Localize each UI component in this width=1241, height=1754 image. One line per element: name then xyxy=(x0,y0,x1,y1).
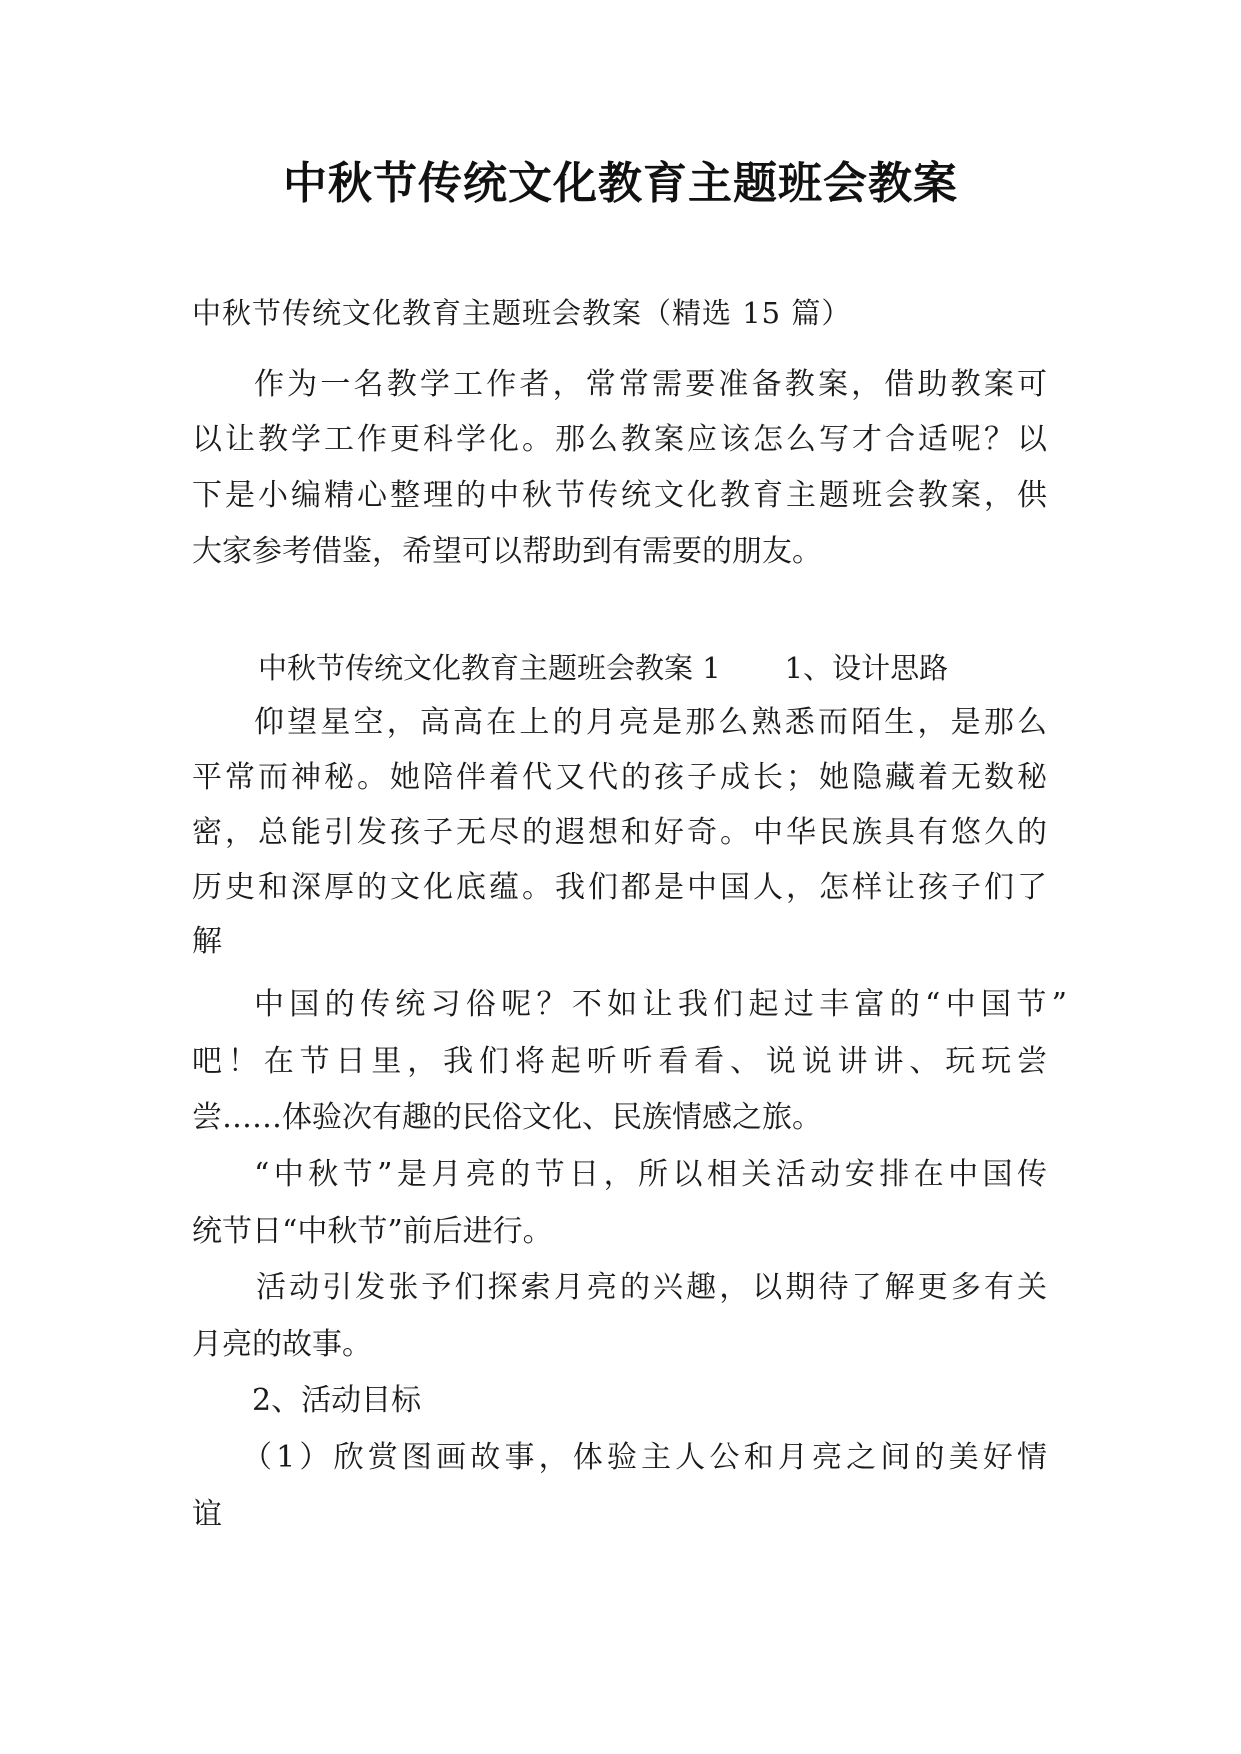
para4-line-2: 月亮的故事。 xyxy=(192,1327,372,1362)
section-heading-row xyxy=(258,648,948,688)
page-title: 中秋节传统文化教育主题班会教案 xyxy=(283,158,958,209)
goal1-line-1: （1）欣赏图画故事，体验主人公和月亮之间的美好情 xyxy=(242,1440,1047,1475)
intro-line-2: 以让教学工作更科学化。那么教案应该怎么写才合适呢？以 xyxy=(192,422,1047,457)
section-1-heading: 中秋节传统文化教育主题班会教案 1 xyxy=(258,651,721,685)
intro-line-4: 大家参考借鉴，希望可以帮助到有需要的朋友。 xyxy=(192,534,822,569)
para2-line-2: 吧！在节日里，我们将起听听看看、说说讲讲、玩玩尝 xyxy=(192,1044,1047,1079)
para1-line-5: 解 xyxy=(192,924,222,959)
para3-line-2: 统节日“中秋节”前后进行。 xyxy=(192,1214,553,1249)
intro-line-3: 下是小编精心整理的中秋节传统文化教育主题班会教案，供 xyxy=(192,478,1047,513)
para2-line-1: 中国的传统习俗呢？不如让我们起过丰富的“中国节” xyxy=(254,987,1067,1022)
intro-line-1: 作为一名教学工作者，常常需要准备教案，借助教案可 xyxy=(254,367,1047,402)
goal1-line-2: 谊 xyxy=(192,1497,222,1532)
design-idea-heading: 1、设计思路 xyxy=(784,651,949,685)
para1-line-2: 平常而神秘。她陪伴着代又代的孩子成长；她隐藏着无数秘 xyxy=(192,760,1047,795)
para2-line-3: 尝……体验次有趣的民俗文化、民族情感之旅。 xyxy=(192,1100,822,1135)
para4-line-1: 活动引发张予们探索月亮的兴趣，以期待了解更多有关 xyxy=(256,1270,1047,1305)
para1-line-4: 历史和深厚的文化底蕴。我们都是中国人，怎样让孩子们了 xyxy=(192,870,1047,905)
para3-line-1: “中秋节”是月亮的节日，所以相关活动安排在中国传 xyxy=(254,1157,1047,1192)
para1-line-3: 密，总能引发孩子无尽的遐想和好奇。中华民族具有悠久的 xyxy=(192,815,1047,850)
goals-heading: 2、活动目标 xyxy=(252,1383,422,1418)
document-subtitle: 中秋节传统文化教育主题班会教案（精选 15 篇） xyxy=(192,296,852,330)
para1-line-1: 仰望星空，高高在上的月亮是那么熟悉而陌生，是那么 xyxy=(254,705,1047,740)
